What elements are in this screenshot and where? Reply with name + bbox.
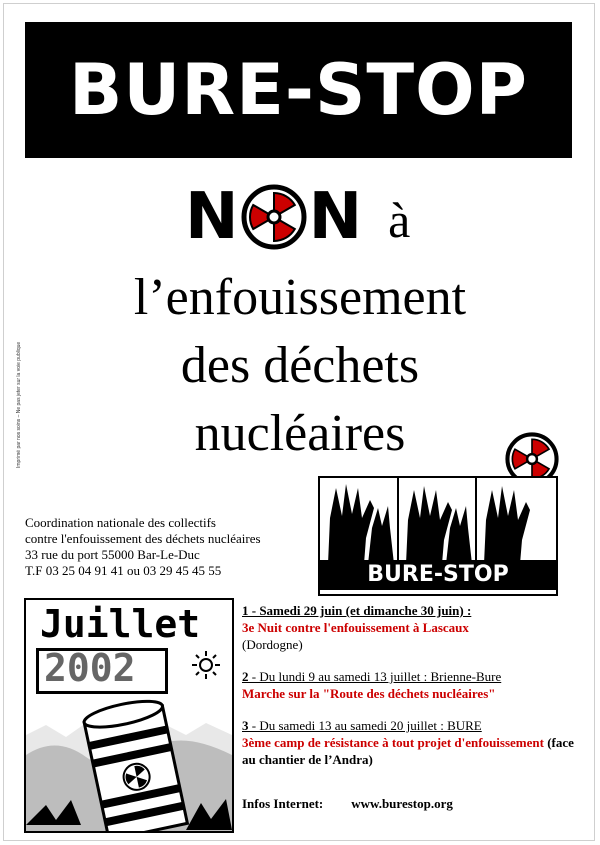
event-3 xyxy=(242,717,582,768)
coord-line-3: 33 rue du port 55000 Bar-Le-Duc xyxy=(25,547,200,562)
coord-line-4: T.F 03 25 04 91 41 ou 03 29 45 45 55 xyxy=(25,563,222,578)
coord-line-1: Coordination nationale des collectifs xyxy=(25,515,216,530)
non-letter-n1: N xyxy=(185,180,239,254)
poster-month: Juillet xyxy=(40,602,201,646)
poster-year: 2002 xyxy=(44,646,136,690)
side-note xyxy=(14,300,24,480)
event-1-header-text: - Samedi 29 juin (et dimanche 30 juin) : xyxy=(248,603,472,618)
sun-icon xyxy=(191,650,221,680)
barrel-illustration xyxy=(26,695,232,833)
infos-label: Infos Internet: xyxy=(242,796,324,811)
event-3-num: 3 xyxy=(242,718,249,733)
event-3-header xyxy=(242,717,582,734)
headline-line-2: des déchets xyxy=(180,337,420,394)
juillet-2002-poster xyxy=(24,598,234,833)
event-3-body xyxy=(242,734,582,768)
event-2-header-text: - Du lundi 9 au samedi 13 juillet : Brienne-Bure xyxy=(248,669,502,684)
headline-line-3: nucléaires xyxy=(194,405,406,462)
event-2-num: 2 xyxy=(242,669,249,684)
side-note-text: Imprimé par nos soins – Ne pas jeter sur la voie publique xyxy=(16,341,22,468)
non-letter-n2: N xyxy=(308,180,363,254)
burestop-logo xyxy=(318,476,558,596)
event-2-header xyxy=(242,668,582,685)
event-3-tail: (face au chantier de l’Andra) xyxy=(242,735,574,767)
radiation-icon xyxy=(241,184,307,250)
coordination-address xyxy=(25,515,261,579)
event-1-num: 1 xyxy=(242,603,249,618)
event-2-title: Marche sur la "Route des déchets nucléaires" xyxy=(242,686,496,701)
non-heading xyxy=(185,182,410,252)
event-1-tail: (Dordogne) xyxy=(242,637,303,652)
banner-title: BURE-STOP xyxy=(69,49,528,131)
infos-internet xyxy=(242,796,453,812)
event-2 xyxy=(242,668,582,702)
event-1 xyxy=(242,602,582,653)
website-link[interactable]: www.burestop.org xyxy=(351,796,453,811)
event-3-title: 3ème camp de résistance à tout projet d'enfouissement xyxy=(242,735,544,750)
logo-caption: BURE-STOP xyxy=(320,560,556,590)
title-banner xyxy=(25,22,572,158)
event-1-header xyxy=(242,602,582,619)
non-a: à xyxy=(388,192,411,248)
raised-hands-illustration xyxy=(320,478,556,564)
headline-line-1: l’enfouissement xyxy=(133,269,467,326)
events-list xyxy=(242,602,582,783)
coord-line-2: contre l'enfouissement des déchets nucléaires xyxy=(25,531,261,546)
event-1-title: 3e Nuit contre l'enfouissement à Lascaux xyxy=(242,620,469,635)
event-3-header-text: - Du samedi 13 au samedi 20 juillet : BURE xyxy=(248,718,482,733)
